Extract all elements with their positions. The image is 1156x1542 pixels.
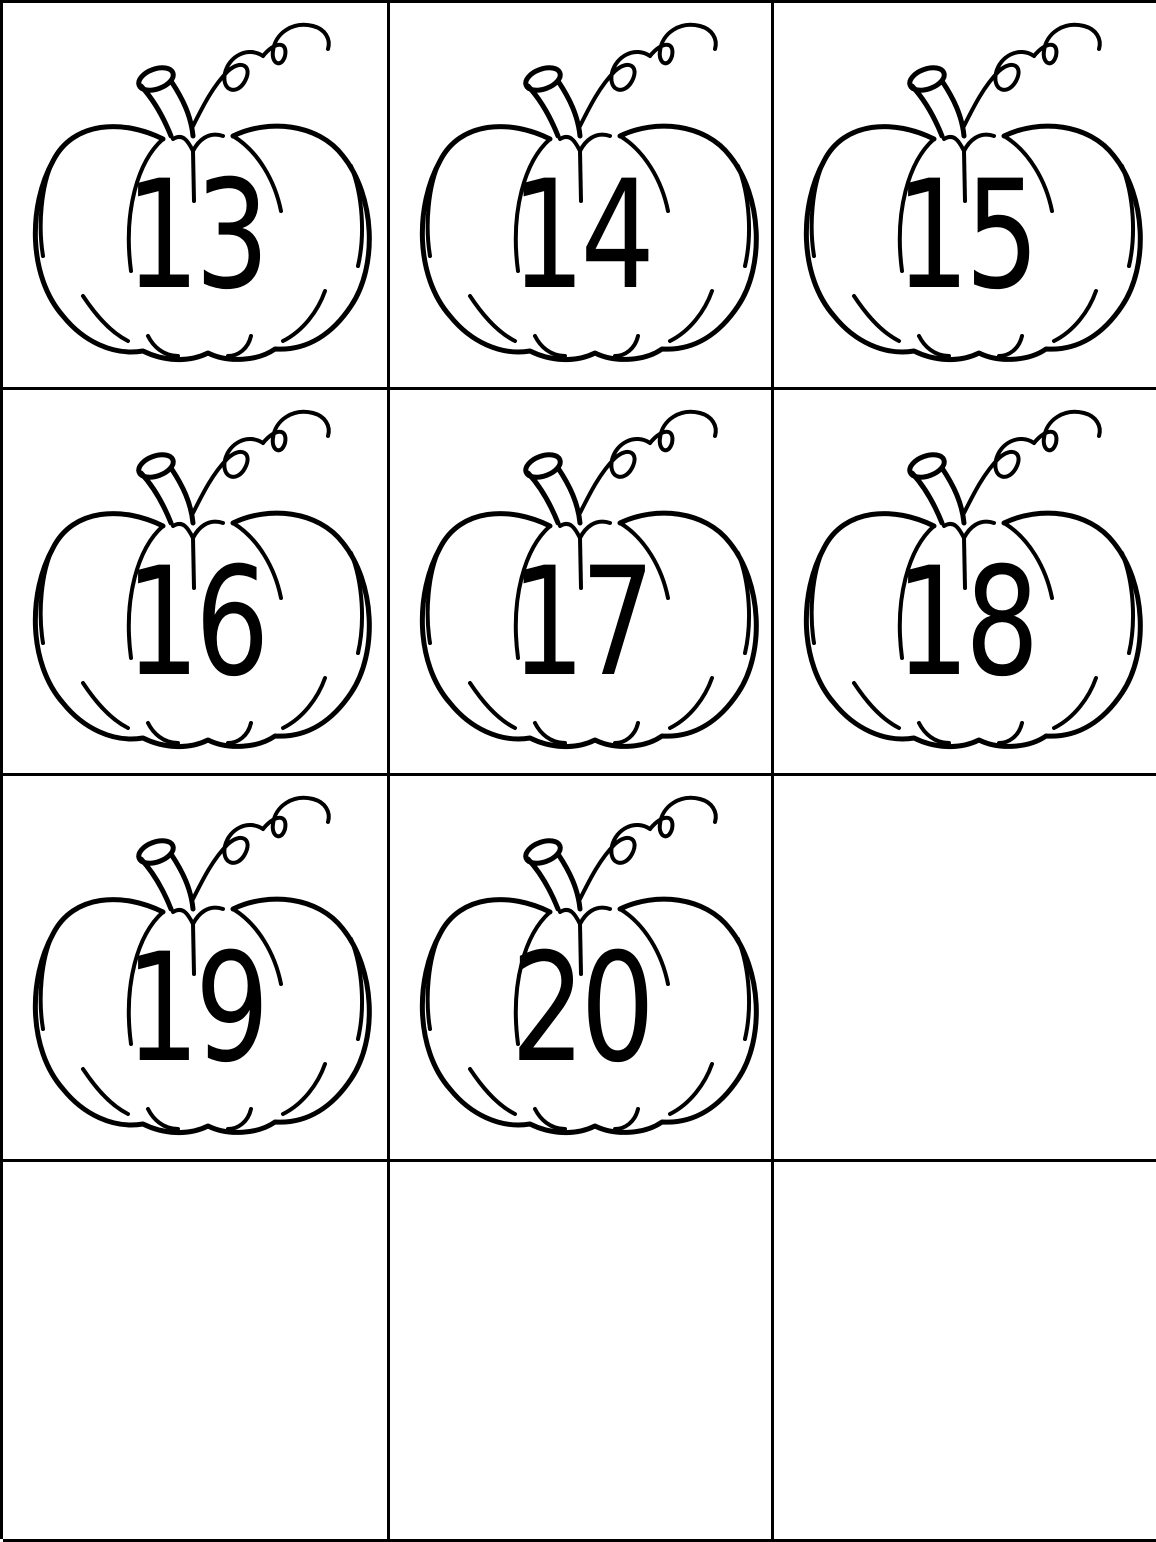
- card-20: [390, 776, 774, 1162]
- empty-card: [390, 1162, 774, 1542]
- card-number: 20: [510, 922, 651, 1096]
- card-number: 13: [125, 149, 265, 323]
- card-19: [3, 776, 390, 1162]
- empty-card: [774, 776, 1156, 1162]
- card-number: 17: [510, 536, 651, 710]
- card-18: [774, 390, 1156, 776]
- card-16: [3, 390, 390, 776]
- card-14: [390, 3, 774, 390]
- card-15: [774, 3, 1156, 390]
- empty-card: [774, 1162, 1156, 1542]
- card-17: [390, 390, 774, 776]
- card-number: 18: [895, 536, 1035, 710]
- card-number: 19: [125, 922, 265, 1096]
- empty-card: [3, 1162, 390, 1542]
- card-number: 15: [895, 149, 1035, 323]
- card-number: 14: [510, 149, 651, 323]
- card-number: 16: [125, 536, 265, 710]
- card-13: [3, 3, 390, 390]
